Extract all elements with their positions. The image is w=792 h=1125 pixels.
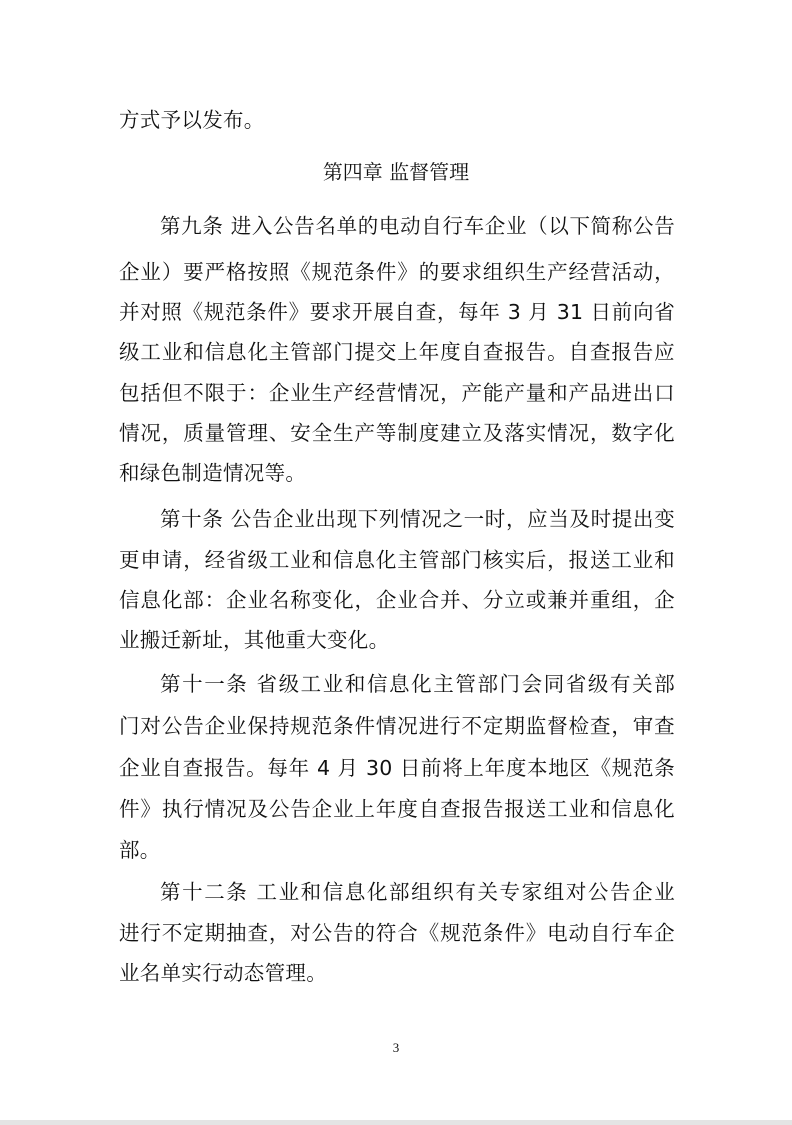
paragraph-line: 进行不定期抽查，对公告的符合《规范条件》电动自行车企: [119, 921, 675, 945]
page-separator: [0, 1120, 792, 1125]
paragraph-line: 级工业和信息化主管部门提交上年度自查报告。自查报告应: [119, 340, 675, 364]
paragraph-line: 业搬迁新址，其他重大变化。: [119, 628, 390, 652]
paragraph-line: 和绿色制造情况等。: [119, 461, 307, 485]
paragraph-line: 部。: [119, 838, 161, 862]
paragraph-line: 第十一条 省级工业和信息化主管部门会同省级有关部: [160, 672, 675, 696]
paragraph-line: 门对公告企业保持规范条件情况进行不定期监督检查，审查: [119, 714, 675, 738]
paragraph-line: 第九条 进入公告名单的电动自行车企业（以下简称公告: [160, 214, 675, 238]
paragraph-line: 企业）要严格按照《规范条件》的要求组织生产经营活动，: [119, 260, 675, 284]
carryover-text: 方式予以发布。: [119, 108, 265, 132]
paragraph-line: 件》执行情况及公告企业上年度自查报告报送工业和信息化: [119, 797, 675, 821]
paragraph-line: 更申请，经省级工业和信息化主管部门核实后，报送工业和: [119, 548, 675, 572]
paragraph-line: 并对照《规范条件》要求开展自查，每年 3 月 31 日前向省: [119, 300, 675, 324]
paragraph-line: 业名单实行动态管理。: [119, 961, 327, 985]
paragraph-line: 情况，质量管理、安全生产等制度建立及落实情况，数字化: [119, 421, 675, 445]
paragraph-line: 信息化部：企业名称变化，企业合并、分立或兼并重组，企: [119, 588, 675, 612]
paragraph-line: 包括但不限于：企业生产经营情况，产能产量和产品进出口: [119, 381, 675, 405]
paragraph-line: 第十二条 工业和信息化部组织有关专家组对公告企业: [160, 880, 675, 904]
page-number: 3: [392, 1040, 400, 1055]
chapter-heading: 第四章 监督管理: [322, 160, 470, 184]
paragraph-line: 第十条 公告企业出现下列情况之一时，应当及时提出变: [160, 507, 675, 531]
paragraph-line: 企业自查报告。每年 4 月 30 日前将上年度本地区《规范条: [119, 756, 675, 780]
